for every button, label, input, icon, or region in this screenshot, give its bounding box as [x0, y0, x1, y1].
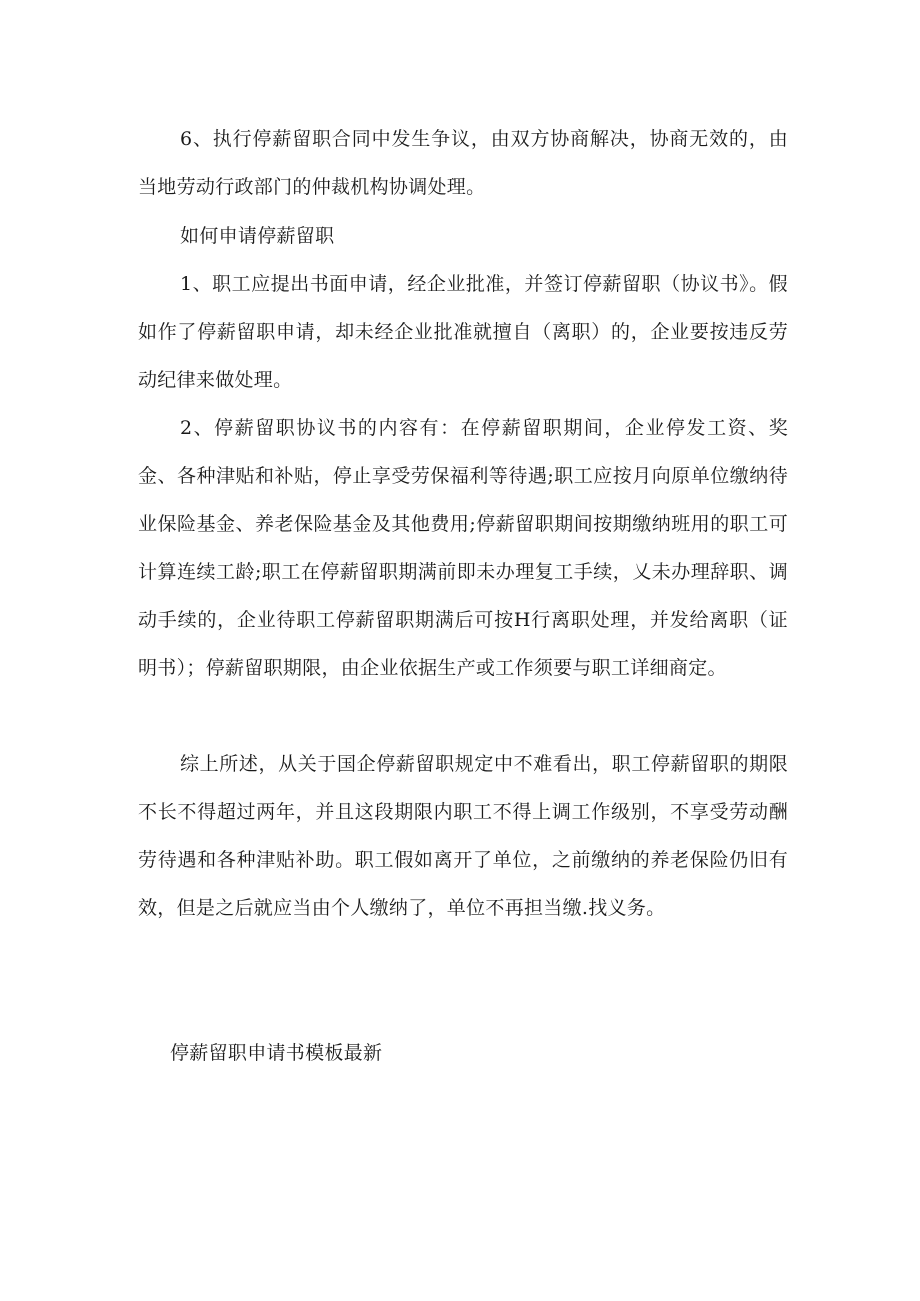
paragraph-dispute-resolution: 6、执行停薪留职合同中发生争议，由双方协商解决，协商无效的，由当地劳动行政部门的仲裁机构协调处理。	[138, 128, 788, 198]
paragraph-summary: 综上所述，从关于国企停薪留职规定中不难看出，职工停薪留职的期限不长不得超过两年，并且这段期限内职工不得上调工作级别，不享受劳动酬劳待遇和各种津贴补助。职工假如离开了单位，之前缴纳的养老保险仍旧有效，但是之后就应当由个人缴纳了，单位不再担当缴.找义务。	[138, 753, 788, 919]
section-heading-template: 停薪留职申请书模板最新	[170, 1042, 383, 1064]
paragraph-written-application: 1、职工应提出书面申请，经企业批准，并签订停薪留职（协议书》。假如作了停薪留职申请，却未经企业批准就擅自（离职）的，企业要按违反劳动纪律来做处理。	[138, 273, 788, 391]
section-heading-how-to-apply: 如何申请停薪留职	[180, 225, 335, 247]
paragraph-agreement-content: 2、停薪留职协议书的内容有：在停薪留职期间，企业停发工资、奖金、各种津贴和补贴，停止享受劳保福利等待遇;职工应按月向原单位缴纳待业保险基金、养老保险基金及其他费用;停薪留职期间按期缴纳班用的职工可计算连续工龄;职工在停薪留职期满前即未办理复工手续，乂未办理辞职、调动手续的，企业待职工停薪留职期满后可按H行离职处理，并发给离职（证明书）；停薪留职期限，由企业依据生产或工作须要与职工详细商定。	[138, 417, 788, 679]
